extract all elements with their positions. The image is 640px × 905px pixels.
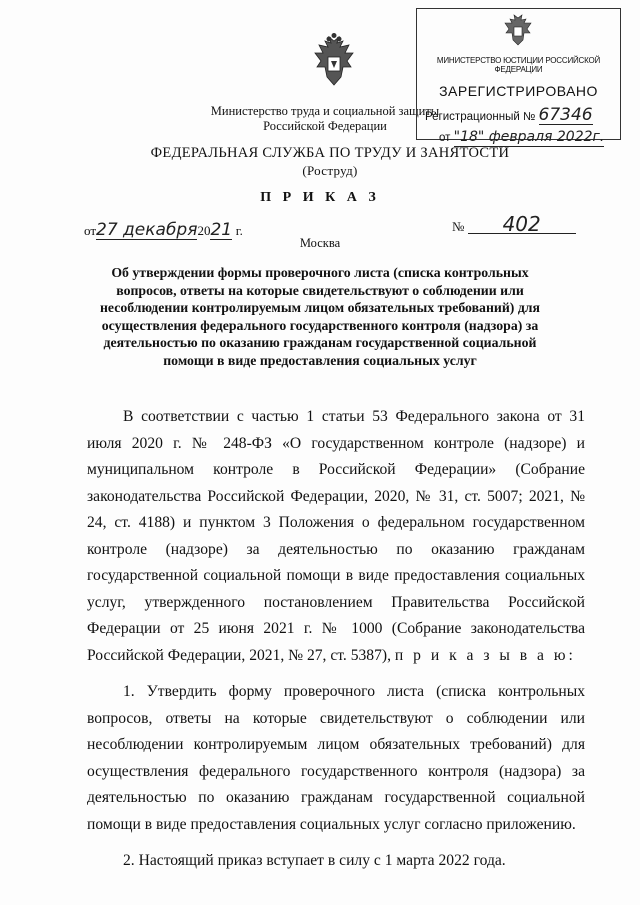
stamp-number-value: 67346 [538,105,593,125]
stamp-ministry: МИНИСТЕРСТВО ЮСТИЦИИ РОССИЙСКОЙ ФЕДЕРАЦИИ [436,56,601,74]
stamp-number-line [425,107,593,125]
date-suffix: г. [235,223,243,238]
date-day-month: 27 декабря [96,220,198,240]
service-line-2: (Роструд) [302,163,358,178]
ministry-name [205,104,445,134]
document-title: Об утверждении формы проверочного листа (списка контрольных вопросов, ответы на которые свидетельствуют о соблюдении или несоблюдении контролируемым лицом обязательных требований) для осуществления федерального государственного контроля (надзора) за деятельностью по оказанию гражданам государственной социальной помощи в виде предоставления социальных услуг [99,265,541,368]
stamp-emblem-icon [501,13,535,51]
city: Москва [299,236,341,250]
coat-of-arms-icon [307,33,361,95]
service-line-1: ФЕДЕРАЛЬНАЯ СЛУЖБА ПО ТРУДУ И ЗАНЯТОСТИ [150,145,510,161]
number-value: 402 [468,216,576,234]
stamp-date-prefix: от [439,132,451,144]
item-2-paragraph: 2. Настоящий приказ вступает в силу с 1 марта 2022 года. [123,852,506,869]
item-1-paragraph: 1. Утвердить форму проверочного листа (списка контрольных вопросов, ответы на которые свидетельствуют о соблюдении или несоблюдении контролируемым лицом обязательных требований) для осуществления федерального государственного контроля (надзора) за деятельностью по оказанию гражданам государственной социальной помощи в виде предоставления социальных услуг согласно приложению. [87,683,585,833]
registration-stamp [416,8,621,145]
document-type: П Р И К А З [260,190,380,205]
ministry-line-2: Российской Федерации [263,119,387,133]
date-prefix: от [84,223,97,238]
stamp-date-value: "18" февраля 2022г. [453,129,605,145]
order-number [452,212,576,236]
preamble-text: В соответствии с частью 1 статьи 53 Федерального закона от 31 июля 2020 г. № 248-ФЗ «О государственном контроле (надзоре) и муниципальном контроле в Российской Федерации» (Собрание законодательства Российской Федерации, 2020, № 31, ст. 5007; 2021, № 24, ст. 4188) и пунктом 3 Положения о федеральном государственном контроле (надзоре) за деятельностью по оказанию гражданам государственной социальной помощи в виде предоставления социальных услуг, утвержденного постановлением Правительства Российской Федерации от 25 июня 2021 г. № 1000 (Собрание законодательства Российской Федерации, 2021, № 27, ст. 5387), [87,408,585,664]
service-name [110,145,550,179]
preamble-paragraph [87,404,585,669]
ministry-line-1: Министерство труда и социальной защиты [210,104,440,118]
date-year-prefix: 20 [197,223,211,238]
stamp-registered: ЗАРЕГИСТРИРОВАНО [439,83,598,99]
order-verb: п р и к а з ы в а ю: [394,646,576,664]
document-body [87,404,585,885]
stamp-number-label: Регистрационный № [425,111,536,123]
date-year-suffix: 21 [210,220,233,240]
number-label: № [452,219,465,234]
